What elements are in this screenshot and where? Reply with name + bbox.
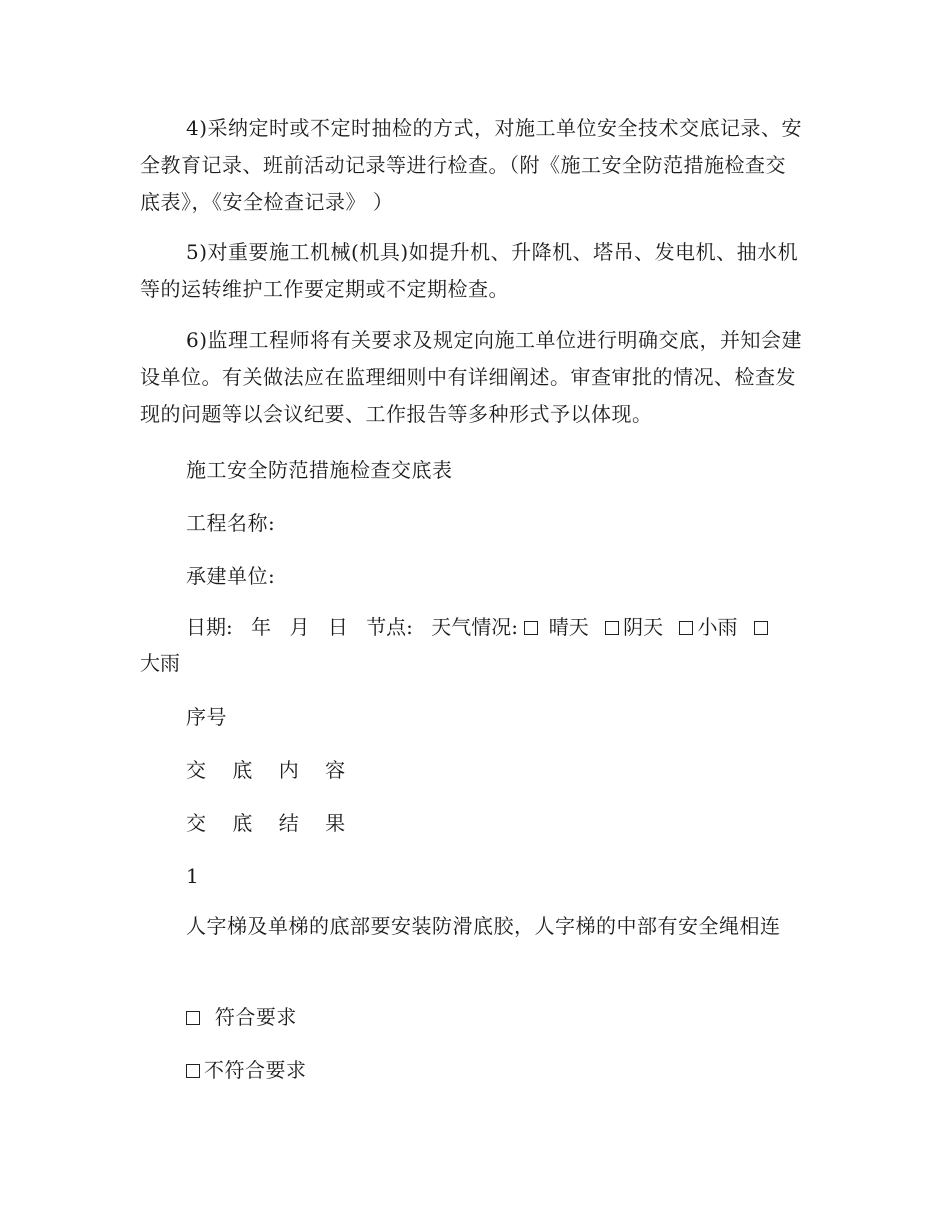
year-label: 年	[251, 615, 272, 639]
day-label: 日	[327, 615, 348, 639]
paragraph-item-4: 4)采纳定时或不定时抽检的方式，对施工单位安全技术交底记录、安全教育记录、班前活动记录等进行检查。（附《施工安全防范措施检查交底表》，《安全检查记录》 ）	[140, 116, 803, 214]
month-label: 月	[289, 615, 310, 639]
checkbox-icon[interactable]	[605, 621, 619, 635]
checkbox-icon[interactable]	[679, 621, 693, 635]
checkbox-icon[interactable]	[186, 1011, 200, 1025]
weather-option-light-rain[interactable]: 小雨	[679, 609, 737, 645]
weather-option-heavy-rain-label: 大雨	[140, 651, 180, 675]
paragraph-item-6: 6)监理工程师将有关要求及规定向施工单位进行明确交底，并知会建设单位。有关做法应在监理细则中有详细阐述。审查审批的情况、检查发现的问题等以会议纪要、工作报告等多种形式予以体现。	[140, 328, 803, 426]
weather-label: 天气情况:	[431, 615, 519, 639]
node-label: 节点:	[366, 615, 413, 639]
weather-option-heavy-rain-box[interactable]	[754, 609, 772, 645]
result-not-ok-option[interactable]: 不符合要求	[186, 1055, 307, 1085]
column-header-content: 交 底 内 容	[186, 758, 356, 782]
project-name-label: 工程名称:	[186, 511, 276, 535]
date-label: 日期:	[186, 615, 233, 639]
row-content-1: 人字梯及单梯的底部要安装防滑底胶，人字梯的中部有安全绳相连	[186, 914, 781, 938]
weather-option-cloudy[interactable]: 阴天	[605, 609, 663, 645]
checkbox-icon[interactable]	[186, 1064, 200, 1078]
checkbox-icon[interactable]	[524, 621, 538, 635]
date-weather-line	[140, 609, 810, 681]
column-header-seq: 序号	[186, 705, 227, 729]
row-seq-1: 1	[186, 864, 200, 888]
checkbox-icon[interactable]	[754, 621, 768, 635]
weather-option-sunny[interactable]: 晴天	[524, 609, 588, 645]
paragraph-item-5: 5)对重要施工机械(机具)如提升机、升降机、塔吊、发电机、抽水机等的运转维护工作要定期或不定期检查。	[140, 240, 799, 301]
result-ok-option[interactable]: 符合要求	[186, 1002, 297, 1032]
column-header-result: 交 底 结 果	[186, 811, 356, 835]
form-title: 施工安全防范措施检查交底表	[186, 458, 453, 482]
contractor-label: 承建单位:	[186, 564, 276, 588]
